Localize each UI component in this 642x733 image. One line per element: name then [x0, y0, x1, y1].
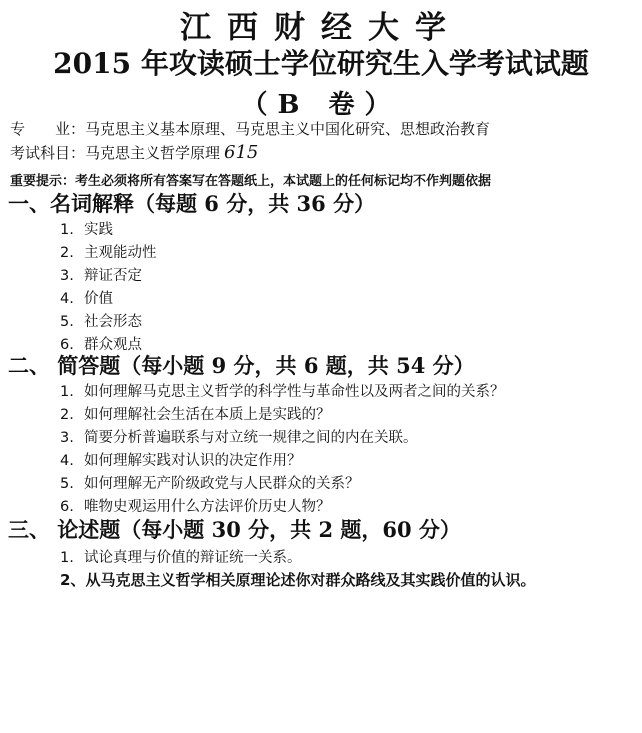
list-item: [60, 264, 142, 285]
section-heading-1: 一、名词解释（每题 6 分，共 36 分）: [8, 191, 376, 216]
item-text: 实践: [84, 222, 113, 238]
list-item: [60, 495, 331, 516]
item-number: 2、: [60, 571, 86, 589]
item-number: 2.: [60, 245, 74, 261]
important-notice: 重要提示：考生必须将所有答案写在答题纸上，本试题上的任何标记均不作判题依据: [10, 174, 492, 189]
list-item: [60, 449, 302, 470]
item-number: 6.: [60, 499, 74, 515]
exam-volume: （B 卷）: [241, 90, 401, 120]
section-heading-3: 三、 论述题（每小题 30 分，共 2 题，60 分）: [8, 517, 461, 542]
list-item: [60, 472, 360, 493]
list-item: [60, 380, 505, 401]
item-text: 群众观点: [84, 337, 142, 353]
item-number: 4.: [60, 453, 74, 469]
list-item: [60, 218, 113, 239]
item-text: 主观能动性: [84, 245, 157, 261]
subject-line: [10, 142, 258, 163]
list-item: [60, 241, 157, 262]
item-number: 1.: [60, 384, 74, 400]
item-text: 如何理解社会生活在本质上是实践的？: [84, 407, 331, 423]
item-number: 3.: [60, 430, 74, 446]
list-item: [60, 546, 302, 567]
list-item: [60, 403, 331, 424]
item-text: 简要分析普遍联系与对立统一规律之间的内在关联。: [84, 430, 418, 446]
subject-value: 马克思主义哲学原理: [85, 144, 221, 162]
item-text: 辩证否定: [84, 268, 142, 284]
list-item: [60, 310, 142, 331]
list-item: [60, 287, 113, 308]
item-number: 3.: [60, 268, 74, 284]
item-number: 6.: [60, 337, 74, 353]
item-text: 如何理解实践对认识的决定作用？: [84, 453, 302, 469]
subject-code-handwritten: 615: [224, 142, 259, 163]
major-label: 专 业：: [10, 120, 86, 138]
item-text: 如何理解无产阶级政党与人民群众的关系？: [84, 476, 360, 492]
item-text: 试论真理与价值的辩证统一关系。: [84, 550, 302, 566]
item-text: 价值: [84, 291, 113, 307]
major-line: [10, 118, 490, 139]
item-text: 社会形态: [84, 314, 142, 330]
item-number: 4.: [60, 291, 74, 307]
item-number: 5.: [60, 476, 74, 492]
item-text: 唯物史观运用什么方法评价历史人物？: [84, 499, 331, 515]
item-number: 5.: [60, 314, 74, 330]
major-value: 马克思主义基本原理、马克思主义中国化研究、思想政治教育: [85, 120, 491, 138]
list-item: [60, 426, 418, 447]
exam-title: 2015 年攻读硕士学位研究生入学考试试题: [53, 47, 589, 80]
item-text: 从马克思主义哲学相关原理论述你对群众路线及其实践价值的认识。: [85, 571, 536, 589]
item-text: 如何理解马克思主义哲学的科学性与革命性以及两者之间的关系？: [84, 384, 505, 400]
section-heading-2: 二、 简答题（每小题 9 分，共 6 题，共 54 分）: [8, 353, 475, 378]
list-item: [60, 569, 535, 590]
item-number: 2.: [60, 407, 74, 423]
item-number: 1.: [60, 222, 74, 238]
subject-label: 考试科目：: [10, 144, 86, 162]
university-name: 江西财经大学: [180, 10, 462, 46]
item-number: 1.: [60, 550, 74, 566]
